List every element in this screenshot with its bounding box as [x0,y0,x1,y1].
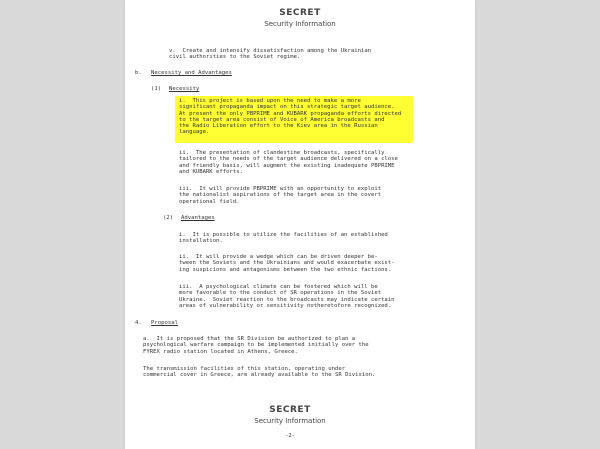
section-4-title: Proposal [151,320,178,326]
paragraph-advantages-ii: ii. It will provide a wedge which can be driven deeper be- tween the Soviets and the Ukrainians and would exacerbate exist- ing suspicions and antagonisms between the two ethnic factions. [179,254,395,273]
section-b-number: b. [135,70,142,76]
header-security-info: Security Information [264,20,336,28]
paragraph-necessity-ii: ii. The presentation of clandestine broadcasts, specifically tailored to the needs of the target audience delivered on a close and friendly basis, will augment the existing inadequate PBPRIME and KUBARK efforts. [179,150,398,175]
item-v: v. Create and intensify dissatisfaction among the Ukrainian civil authorities to the Soviet regime. [169,48,372,61]
footer-security-info: Security Information [254,417,326,425]
page-number: -2- [284,433,296,439]
paragraph-necessity-iii: iii. It will provide PBPRIME with an opportunity to exploit the nationalist aspirations of the target area in the covert operational field. [179,186,382,205]
section-4-number: 4. [135,320,142,326]
subsection-1-title: Necessity [169,86,200,92]
subsection-2-number: (2) [163,215,174,221]
paragraph-proposal-b: The transmission facilities of this station, operating under commercial cover in Greece, are already available to the SR Division. [143,366,376,379]
paragraph-advantages-iii: iii. A psychological climate can be fostered which will be more favorable to the conduct of SR operations in the Soviet Ukraine. Soviet reaction to the broadcasts may indicate certain areas of vulnerability or sensitivity notheretofore recognized. [179,284,395,309]
paragraph-necessity-i: i. This project is based upon the need to make a more significant propaganda impact on this strategic target audience. At present the only PBPRIME and KUBARK propaganda efforts directed to the target area consist of Voice of America broadcasts and the Radio Liberation effort to the Kiev area in the Russian language. [179,98,402,136]
paragraph-advantages-i: i. It is possible to utilize the facilities of an established installation. [179,232,388,245]
paragraph-proposal-a: a. It is proposed that the SR Division be authorized to plan a psychological warfare campaign to be implemented initially over the FYREX radio station located in Athens, Greece. [143,336,369,355]
footer-classification: SECRET [269,405,311,415]
subsection-2-title: Advantages [181,215,215,221]
subsection-1-number: (1) [151,86,162,92]
header-classification: SECRET [279,8,321,18]
section-b-title: Necessity and Advantages [151,70,232,76]
document-page [125,0,475,449]
